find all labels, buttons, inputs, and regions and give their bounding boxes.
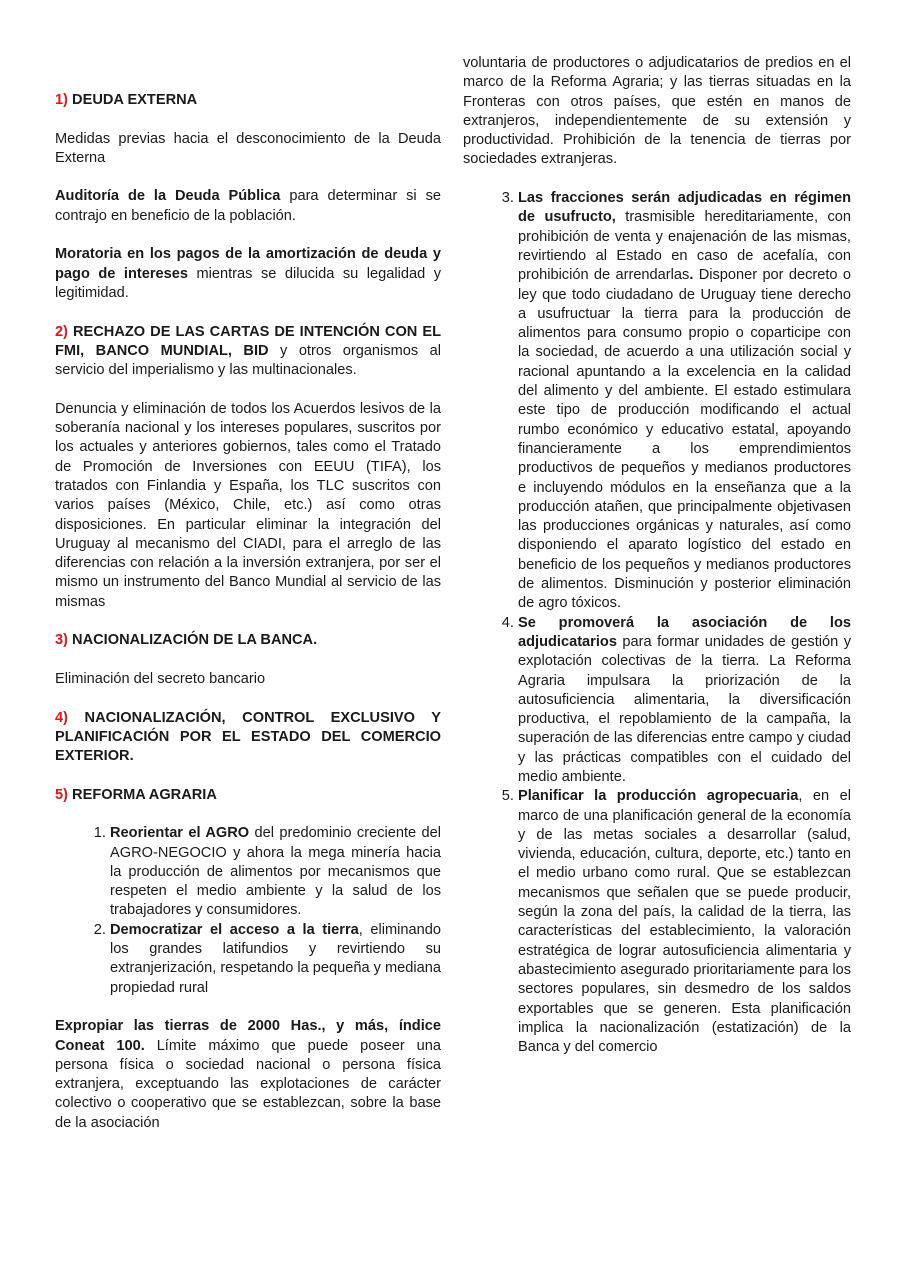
audit-rest: para determinar si se contrajo en beneficio de la población. — [55, 188, 441, 224]
expropriation-rest: Límite máximo que puede poseer una persona física o sociedad nacional o persona física extranjera, exceptuando las explotaciones de carácter colectivo o cooperativo que se establezcan, sobre la base de la asociación — [55, 1037, 441, 1131]
section-4-heading — [55, 709, 441, 767]
section-5-title: REFORMA AGRARIA — [72, 786, 217, 803]
section-4-number: 4) — [55, 709, 68, 726]
section-1-paragraph-3 — [55, 245, 441, 303]
list-item-bold: Democratizar el acceso a la tierra — [110, 921, 359, 938]
section-1-paragraph-2 — [55, 187, 441, 226]
list-item — [110, 921, 441, 998]
section-3-paragraph-1: Eliminación del secreto bancario — [55, 670, 266, 687]
list-item-text: del predominio creciente del AGRO-NEGOCIO y ahora la mega minería hacia la producción de alimentos por mecanismos que respeten el medio ambiente y la salud de los trabajadores y consumidores. — [110, 825, 441, 919]
list-item — [110, 824, 441, 920]
list-item-text: , eliminando los grandes latifundios y revirtiendo su extranjerización, respetando la pequeña y mediana propiedad rural — [110, 921, 442, 996]
moratoria-bold: Moratoria en los pagos de la amortización de deuda y pago de intereses — [55, 246, 441, 282]
section-2-number: 2) — [55, 323, 68, 340]
section-2-heading — [55, 323, 441, 381]
reform-list-left — [55, 824, 441, 998]
list-item-bold: Se promoverá la asociación de los adjudicatarios — [518, 614, 851, 650]
section-1-title: DEUDA EXTERNA — [72, 92, 198, 108]
audit-bold: Auditoría de la Deuda Pública — [55, 188, 281, 205]
section-2-rest: y otros organismos al servicio del imperialismo y las multinacionales. — [55, 342, 441, 379]
section-3-title: NACIONALIZACIÓN DE LA BANCA. — [72, 632, 318, 649]
section-4-title: NACIONALIZACIÓN, CONTROL EXCLUSIVO Y PLANIFICACIÓN POR EL ESTADO DEL COMERCIO EXTERIOR. — [55, 709, 441, 765]
section-2-paragraph-2: Denuncia y eliminación de todos los Acuerdos lesivos de la soberanía nacional y los intereses populares, suscritos por los actuales y anteriores gobiernos, tales como el Tratado de Promoción de Inversiones con EEUU (TIFA), los tratados con Finlandia y España, los TLC suscritos con varios países (México, Chile, etc.) así como otras disposiciones. En particular eliminar la integración del Uruguay al mecanismo del CIADI, para el arreglo de las diferencias con relación a la inversión extranjera, por ser el mismo un instrumento del Banco Mundial al servicio de las mismas — [55, 400, 441, 610]
continuation-paragraph: voluntaria de productores o adjudicatarios de predios en el marco de la Reforma Agraria; y las tierras situadas en la Fronteras con otros países, que estén en manos de extranjeros, independientemente de su extensión y productividad. Prohibición de la tenencia de tierras por sociedades extranjeras. — [463, 55, 851, 168]
expropriation-paragraph — [55, 1017, 441, 1133]
section-3-heading — [55, 631, 441, 650]
left-column — [55, 91, 441, 1152]
list-item-text: trasmisible hereditariamente, con prohibición de venta y enajenación de las mismas, revirtiendo al Estado en caso de acefalía, con prohibición de arrendarlas — [518, 209, 851, 284]
moratoria-rest: mientras se dilucida su legalidad y legitimidad. — [55, 265, 441, 301]
list-item-bold: Reorientar el AGRO — [110, 825, 250, 842]
section-2-title: RECHAZO DE LAS CARTAS DE INTENCIÓN CON EL FMI, BANCO MUNDIAL, BID — [55, 323, 441, 359]
reform-list-right — [463, 189, 851, 1057]
list-item — [518, 614, 851, 788]
section-5-heading — [55, 786, 441, 805]
section-1-number: 1) — [55, 92, 68, 108]
list-item-text: para formar unidades de gestión y explotación colectivas de la tierra. La Reforma Agraria impulsara la priorización de la autosuficiencia alimentaria, la diversificación productiva, el repoblamiento de la campaña, la superación de las diferencias entre campo y ciudad y las prácticas compatibles con el cuidado del medio ambiente. — [518, 633, 851, 785]
right-column — [463, 54, 851, 1077]
list-item — [518, 787, 851, 1057]
expropriation-bold: Expropiar las tierras de 2000 Has., y más, índice Coneat 100. — [55, 1018, 441, 1054]
list-item-text: Disponer por decreto o ley que todo ciudadano de Uruguay tiene derecho a usufructuar la tierra para la producción de alimentos para consumo propio o coparticipe con la sociedad, de acuerdo a una utilización social y racional apuntando a la excelencia en la calidad del alimento y del ambiente. El estado estimulara este tipo de producción modificando el actual rumbo económico y educativo estatal, apoyando financieramente a los emprendimientos productivos de pequeños y medianos productores e incluyendo módulos en la enseñanza que a la producción atañen, que principalmente objetivasen las producciones orgánicas y naturales, así como disponiendo el aparato logístico del estado en beneficio de los pequeños y medianos productores de alimentos. Disminución y posterior eliminación de agro tóxicos. — [518, 267, 851, 612]
list-item — [518, 189, 851, 614]
list-item-text: , en el marco de una planificación general de la economía y de las metas sociales a desarrollar (salud, vivienda, educación, cultura, deporte, etc.) tanto en el medio urbano como rural. Que se establezcan mecanismos que señalen que se puede producir, según la zona del país, la calidad de la tierra, las características del establecimiento, la valoración estratégica de lograr autosuficiencia alimentaria y abastecimiento asegurado prioritariamente para los sectores populares, sin desmedro de los saldos exportables que se generen. Esta planificación implica la nacionalización (estatización) de la Banca y del comercio — [518, 788, 851, 1056]
list-item-bold: Planificar la producción agropecuaria — [518, 788, 799, 805]
list-item-bold: Las fracciones serán adjudicadas en régimen de usufructo, — [518, 190, 851, 226]
section-3-number: 3) — [55, 632, 68, 649]
list-item-period: . — [689, 267, 694, 284]
section-5-number: 5) — [55, 786, 68, 803]
section-1-paragraph-1: Medidas previas hacia el desconocimiento de la Deuda Externa — [55, 130, 441, 166]
section-1-heading — [55, 91, 441, 110]
